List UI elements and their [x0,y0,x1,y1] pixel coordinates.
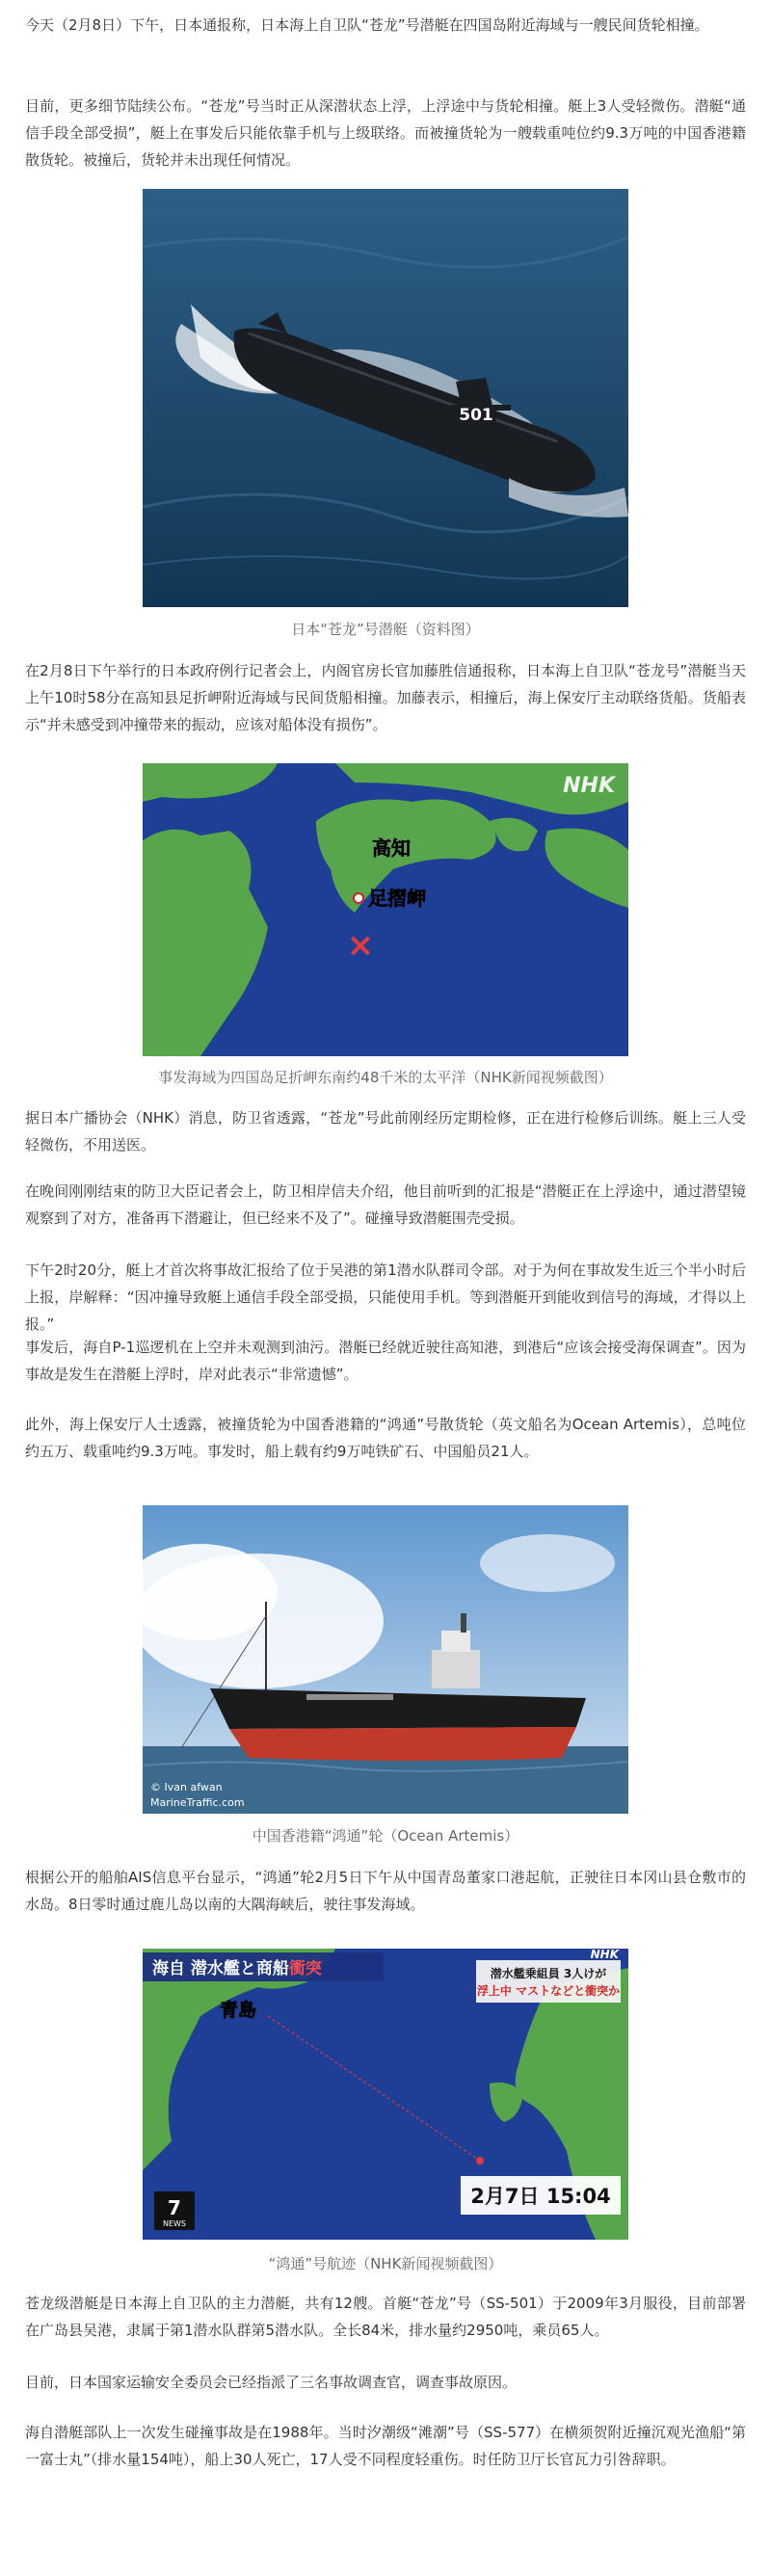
paragraph-report-delay: 下午2时20分，艇上才首次将事故汇报给了位于吴港的第1潜水队群司令部。对于为何在事故发生近三个半小时后上报，岸解释：“因冲撞导致艇上通信手段全部受损，只能使用手机。等到潜艇开到能收到信号的海域，才得以上报。” [25,1261,746,1333]
channel-logo: 7 [168,2196,181,2219]
timestamp: 2月7日 15:04 [470,2185,611,2208]
collision-marker: × [346,926,375,965]
paragraph-ais-route: 根据公开的船舶AIS信息平台显示，“鸿通”轮2月5日下午从中国青岛董家口港起航，正驶往日本冈山县仓敷市的水岛。8日零时通过鹿儿岛以南的大隅海峡后，驶往事发海域。 [25,1869,746,1913]
map-caption: 事发海域为四国岛足折岬东南约48千米的太平洋（NHK新闻视频截图） [158,1069,613,1086]
submarine-photo [143,189,628,607]
paragraph-history: 海自潜艇部队上一次发生碰撞事故是在1988年。当时汐潮级“滩潮”号（SS-577）在横须贺附近撞沉观光渔船“第一富士丸”（排水量154吨），船上30人死亡，17人受不同程度轻重伤。时任防卫厅长官瓦力引咎辞职。 [25,2424,746,2468]
hull-number-text: 501 [459,406,493,425]
map-label-qingdao: 青島 [220,2000,257,2021]
paragraph-intro: 今天（2月8日）下午，日本通报称，日本海上自卫队“苍龙”号潜艇在四国岛附近海域与一艘民间货轮相撞。 [25,16,709,34]
paragraph-press-conference: 在2月8日下午举行的日本政府例行记者会上，内阁官房长官加藤胜信通报称，日本海上自卫队“苍龙号”潜艇当天上午10时58分在高知县足折岬附近海域与民间货船相撞。加藤表示，相撞后，海上保安厅主动联络货船。货船表示“并未感受到冲撞带来的振动，应该对船体没有损伤”。 [25,662,746,733]
paragraph-cargo-ship: 此外，海上保安厅人士透露，被撞货轮为中国香港籍的“鸿通”号散货轮（英文船名为Ocean Artemis），总吨位约五万、载重吨约9.3万吨。事发时，船上载有约9万吨铁矿石、中国船员21人。 [25,1416,746,1460]
paragraph-aftermath: 事发后，海自P-1巡逻机在上空并未观测到油污。潜艇已经就近驶往高知港，到港后“应该会接受海保调查”。因为事故是发生在潜艇上浮时，岸对此表示“非常遗憾”。 [25,1339,746,1383]
info-line2: 浮上中 マストなどと衝突か [476,1984,621,1998]
paragraph-investigation: 目前，日本国家运输安全委员会已经指派了三名事故调查官，调查事故原因。 [25,2374,518,2391]
cargo-ship-photo [143,1505,628,1814]
incident-map [143,763,628,1056]
ship-track-map [143,1949,628,2240]
info-line1: 潜水艦乗組員 3人けが [490,1967,607,1980]
paragraph-nhk-report: 据日本广播协会（NHK）消息，防卫省透露，“苍龙”号此前刚经历定期检修，正在进行检修后训练。艇上三人受轻微伤，不用送医。 [25,1109,746,1154]
paragraph-soryu-class: 苍龙级潜艇是日本海上自卫队的主力潜艇，共有12艘。首艇“苍龙”号（SS-501）于2009年3月服役，目前部署在广岛县吴港，隶属于第1潜水队群第5潜水队。全长84米，排水量约2950吨，乘员65人。 [25,2295,746,2339]
watermark-line2: MarineTraffic.com [150,1796,245,1809]
paragraph-defense-minister: 在晚间刚刚结束的防卫大臣记者会上，防卫相岸信夫介绍，他目前听到的汇报是“潜艇正在上浮途中，通过潜望镜观察到了对方，准备再下潜避让，但已经来不及了”。碰撞导致潜艇围壳受损。 [25,1182,746,1227]
paragraph-details: 目前，更多细节陆续公布。“苍龙”号当时正从深潜状态上浮，上浮途中与货轮相撞。艇上3人受轻微伤。潜艇“通信手段全部受损”，艇上在事发后只能依靠手机与上级联络。而被撞货轮为一艘载重吨位约9.3万吨的中国香港籍散货轮。被撞后，货轮并未出现任何情况。 [25,97,746,169]
banner-highlight: 衝突 [288,1959,322,1978]
ship-caption: 中国香港籍“鸿通”轮（Ocean Artemis） [252,1827,519,1845]
cape-dot [354,893,363,903]
watermark-line1: © Ivan afwan [150,1781,223,1793]
channel-sub: NEWS [162,2219,187,2228]
map-label-cape: 足摺岬 [368,887,426,910]
track-nhk-logo: NHK [590,1949,619,1961]
track-caption: “鸿通”号航迹（NHK新闻视频截图） [268,2255,503,2272]
map-label-kochi: 高知 [372,837,411,860]
nhk-logo: NHK [563,774,615,798]
submarine-caption: 日本“苍龙”号潜艇（资料图） [291,621,480,638]
banner-prefix: 海自 潜水艦と商船衝突 [152,1959,322,1978]
